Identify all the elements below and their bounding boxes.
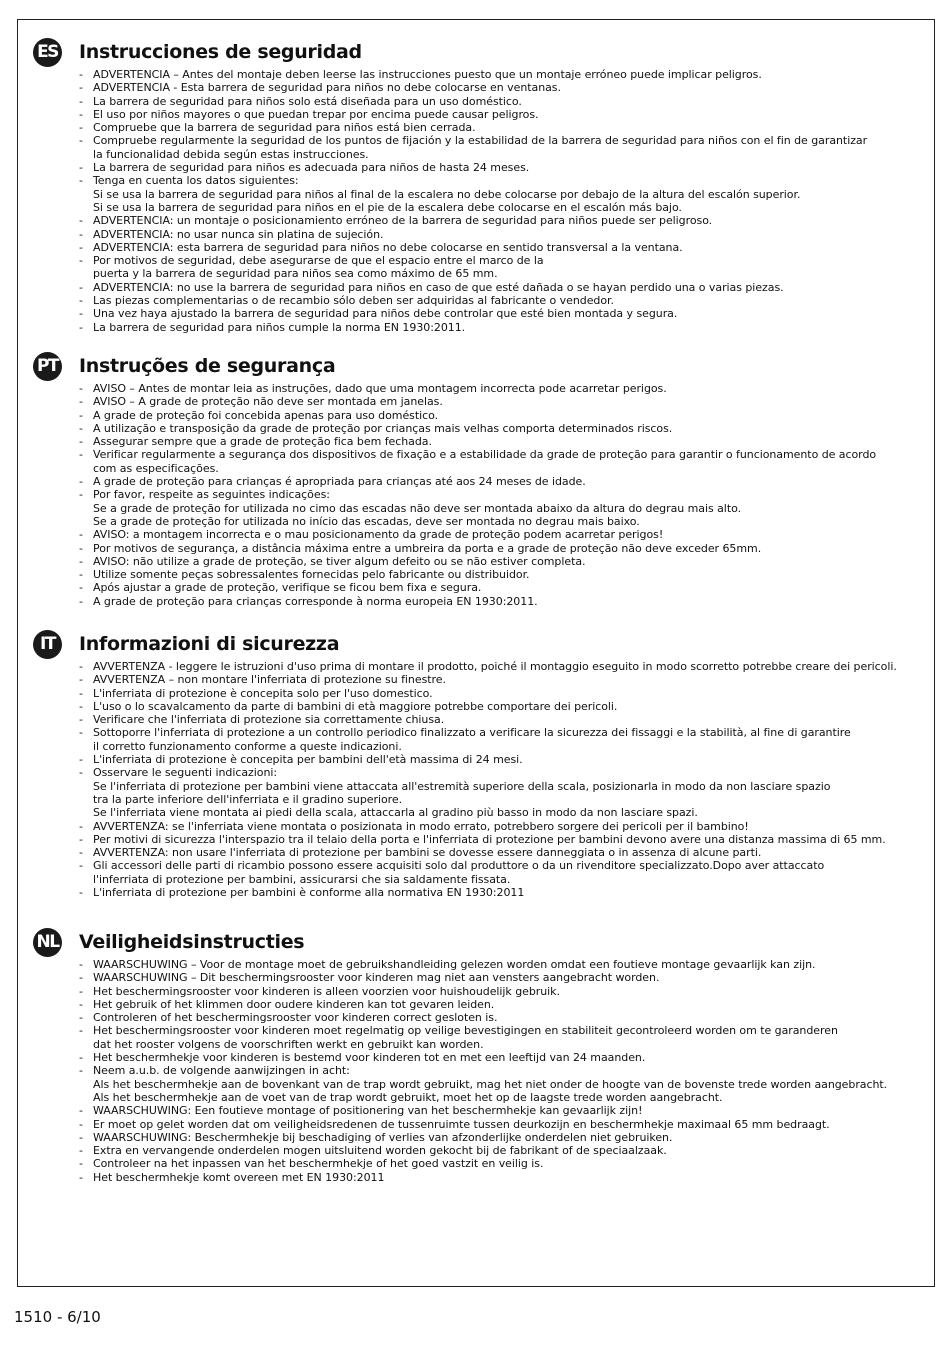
instruction-item: - Het beschermhekje komt overeen met EN 1930:2011 xyxy=(33,1171,920,1184)
instruction-item: - Utilize somente peças sobressalentes fornecidas pelo fabricante ou distribuidor. xyxy=(33,568,920,581)
instruction-item: - AVVERTENZA - leggere le istruzioni d'uso prima di montare il prodotto, poiché il montaggio eseguito in modo scorretto potrebbe creare dei pericoli. xyxy=(33,660,920,673)
instruction-item: - Controleer na het inpassen van het beschermhekje of het goed vastzit en veilig is. xyxy=(33,1157,920,1170)
instruction-item: - A grade de proteção para crianças corresponde à norma europeia EN 1930:2011. xyxy=(33,595,920,608)
section-nl xyxy=(33,928,920,1184)
language-badge-nl: NL xyxy=(33,928,62,957)
instruction-list-pt xyxy=(33,382,920,608)
instruction-item: - Osservare le seguenti indicazioni: Se l'inferriata di protezione per bambini viene attaccata all'estremità superiore della scala, posizionarla in modo da non lasciare spazio tra la parte inferiore dell'inferriata e il gradino superiore. Se l'inferriata viene montata ai piedi della scala, attaccarla al gradino più basso in modo da non lasciare spazi. xyxy=(33,766,920,819)
instruction-item: - ADVERTENCIA - Esta barrera de seguridad para niños no debe colocarse en ventanas. xyxy=(33,81,920,94)
instruction-item: - Het beschermhekje voor kinderen is bestemd voor kinderen tot en met een leeftijd van 24 maanden. xyxy=(33,1051,920,1064)
instruction-item: - Gli accessori delle parti di ricambio possono essere acquisiti solo dal produttore o da un rivenditore specializzato.Dopo aver attaccato l'inferriata di protezione per bambini, assicurarsi che sia saldamente fissata. xyxy=(33,859,920,886)
instruction-item: - L'uso o lo scavalcamento da parte di bambini di età maggiore potrebbe comportare dei pericoli. xyxy=(33,700,920,713)
instruction-item: - Compruebe que la barrera de seguridad para niños está bien cerrada. xyxy=(33,121,920,134)
instruction-item: - ADVERTENCIA: no use la barrera de seguridad para niños en caso de que esté dañada o se hayan perdido una o varias piezas. xyxy=(33,281,920,294)
instruction-item: - L'inferriata di protezione per bambini è conforme alla normativa EN 1930:2011 xyxy=(33,886,920,899)
instruction-item: - Compruebe regularmente la seguridad de los puntos de fijación y la estabilidad de la barrera de seguridad para niños con el fin de garantizar la funcionalidad debida según estas instrucciones. xyxy=(33,134,920,161)
instruction-item: - Sottoporre l'inferriata di protezione a un controllo periodico finalizzato a verificare la sicurezza dei fissaggi e la stabilità, al fine di garantire il corretto funzionamento conforme a queste indicazioni. xyxy=(33,726,920,753)
instruction-item: - A grade de proteção para crianças é apropriada para crianças até aos 24 meses de idade. xyxy=(33,475,920,488)
language-badge-es: ES xyxy=(33,38,62,67)
instruction-item: - AVISO – A grade de proteção não deve ser montada em janelas. xyxy=(33,395,920,408)
section-es xyxy=(33,38,920,334)
instruction-list-es xyxy=(33,68,920,334)
instruction-item: - ADVERTENCIA: no usar nunca sin platina de sujeción. xyxy=(33,228,920,241)
instruction-item: - Het gebruik of het klimmen door oudere kinderen kan tot gevaren leiden. xyxy=(33,998,920,1011)
instruction-item: - AVVERTENZA – non montare l'inferriata di protezione su finestre. xyxy=(33,673,920,686)
section-title-it: Informazioni di sicurezza xyxy=(79,633,340,655)
instruction-item: - La barrera de seguridad para niños es adecuada para niños de hasta 24 meses. xyxy=(33,161,920,174)
instruction-item: - WAARSCHUWING – Voor de montage moet de gebruikshandleiding gelezen worden omdat een foutieve montage gevaarlijk kan zijn. xyxy=(33,958,920,971)
language-badge-it: IT xyxy=(33,630,62,659)
instruction-item: - Una vez haya ajustado la barrera de seguridad para niños debe controlar que esté bien montada y segura. xyxy=(33,307,920,320)
language-badge-pt: PT xyxy=(33,352,62,381)
instruction-item: - ADVERTENCIA: esta barrera de seguridad para niños no debe colocarse en sentido transversal a la ventana. xyxy=(33,241,920,254)
section-title-es: Instrucciones de seguridad xyxy=(79,41,362,63)
instruction-item: - AVISO: não utilize a grade de proteção, se tiver algum defeito ou se não estiver completa. xyxy=(33,555,920,568)
instruction-item: - AVISO – Antes de montar leia as instruções, dado que uma montagem incorrecta pode acarretar perigos. xyxy=(33,382,920,395)
instruction-item: - Por motivos de segurança, a distância máxima entre a umbreira da porta e a grade de proteção não deve exceder 65mm. xyxy=(33,542,920,555)
instruction-item: - Controleren of het beschermingsrooster voor kinderen correct gesloten is. xyxy=(33,1011,920,1024)
section-title-nl: Veiligheidsinstructies xyxy=(79,931,305,953)
instruction-item: - Er moet op gelet worden dat om veiligheidsredenen de tussenruimte tussen deurkozijn en beschermhekje maximaal 65 mm bedraagt. xyxy=(33,1118,920,1131)
section-pt xyxy=(33,352,920,608)
instruction-item: - Het beschermingsrooster voor kinderen moet regelmatig op veilige bevestigingen en stabiliteit gecontroleerd worden om te garanderen dat het rooster volgens de voorschriften werkt en gebruikt kan worden. xyxy=(33,1024,920,1051)
instruction-item: - WAARSCHUWING: Beschermhekje bij beschadiging of verlies van afzonderlijke onderdelen niet gebruiken. xyxy=(33,1131,920,1144)
instruction-item: - Assegurar sempre que a grade de proteção fica bem fechada. xyxy=(33,435,920,448)
instruction-item: - Tenga en cuenta los datos siguientes: Si se usa la barrera de seguridad para niños al final de la escalera no debe colocarse por debajo de la altura del escalón superior. Si se usa la barrera de seguridad para niños en el pie de la escalera debe colocarse en el escalón más bajo. xyxy=(33,174,920,214)
instruction-item: - ADVERTENCIA – Antes del montaje deben leerse las instrucciones puesto que un montaje erróneo puede implicar peligros. xyxy=(33,68,920,81)
instruction-item: - El uso por niños mayores o que puedan trepar por encima puede causar peligros. xyxy=(33,108,920,121)
section-title-pt: Instruções de segurança xyxy=(79,355,336,377)
instruction-item: - Por favor, respeite as seguintes indicações: Se a grade de proteção for utilizada no cimo das escadas não deve ser montada abaixo da altura do degrau mais alto. Se a grade de proteção for utilizada no início das escadas, deve ser montada no degrau mais baixo. xyxy=(33,488,920,528)
section-it xyxy=(33,630,920,899)
instruction-item: - Após ajustar a grade de proteção, verifique se ficou bem fixa e segura. xyxy=(33,581,920,594)
instruction-list-it xyxy=(33,660,920,899)
page-number: 1510 - 6/10 xyxy=(14,1308,101,1326)
instruction-item: - A grade de proteção foi concebida apenas para uso doméstico. xyxy=(33,409,920,422)
instruction-item: - Per motivi di sicurezza l'interspazio tra il telaio della porta e l'inferriata di protezione per bambini devono avere una distanza massima di 65 mm. xyxy=(33,833,920,846)
instruction-item: - ADVERTENCIA: un montaje o posicionamiento erróneo de la barrera de seguridad para niños puede ser peligroso. xyxy=(33,214,920,227)
instruction-item: - Extra en vervangende onderdelen mogen uitsluitend worden gekocht bij de fabrikant of de speciaalzaak. xyxy=(33,1144,920,1157)
instruction-item: - L'inferriata di protezione è concepita per bambini dell'età massima di 24 mesi. xyxy=(33,753,920,766)
instruction-item: - Het beschermingsrooster voor kinderen is alleen voorzien voor huishoudelijk gebruik. xyxy=(33,985,920,998)
instruction-list-nl xyxy=(33,958,920,1184)
instruction-item: - L'inferriata di protezione è concepita solo per l'uso domestico. xyxy=(33,687,920,700)
instruction-item: - AVISO: a montagem incorrecta e o mau posicionamento da grade de proteção podem acarretar perigos! xyxy=(33,528,920,541)
instruction-item: - Por motivos de seguridad, debe asegurarse de que el espacio entre el marco de la puerta y la barrera de seguridad para niños sea como máximo de 65 mm. xyxy=(33,254,920,281)
instruction-item: - AVVERTENZA: se l'inferriata viene montata o posizionata in modo errato, potrebbero sorgere dei pericoli per il bambino! xyxy=(33,820,920,833)
instruction-item: - AVVERTENZA: non usare l'inferriata di protezione per bambini se dovesse essere danneggiata o in assenza di alcune parti. xyxy=(33,846,920,859)
instruction-item: - Las piezas complementarias o de recambio sólo deben ser adquiridas al fabricante o vendedor. xyxy=(33,294,920,307)
instruction-item: - La barrera de seguridad para niños cumple la norma EN 1930:2011. xyxy=(33,321,920,334)
instruction-item: - La barrera de seguridad para niños solo está diseñada para un uso doméstico. xyxy=(33,95,920,108)
instruction-item: - Neem a.u.b. de volgende aanwijzingen in acht: Als het beschermhekje aan de bovenkant van de trap wordt gebruikt, mag het niet onder de hoogte van de bovenste trede worden aangebracht. Als het beschermhekje aan de voet van de trap wordt gebruikt, moet het op de laagste trede worden aangebracht. xyxy=(33,1064,920,1104)
instruction-item: - A utilização e transposição da grade de proteção por crianças mais velhas comporta determinados riscos. xyxy=(33,422,920,435)
instruction-item: - WAARSCHUWING: Een foutieve montage of positionering van het beschermhekje kan gevaarlijk zijn! xyxy=(33,1104,920,1117)
instruction-item: - Verificare che l'inferriata di protezione sia correttamente chiusa. xyxy=(33,713,920,726)
instruction-item: - WAARSCHUWING – Dit beschermingsrooster voor kinderen mag niet aan vensters aangebracht worden. xyxy=(33,971,920,984)
instruction-item: - Verificar regularmente a segurança dos dispositivos de fixação e a estabilidade da grade de proteção para garantir o funcionamento de acordo com as especificações. xyxy=(33,448,920,475)
